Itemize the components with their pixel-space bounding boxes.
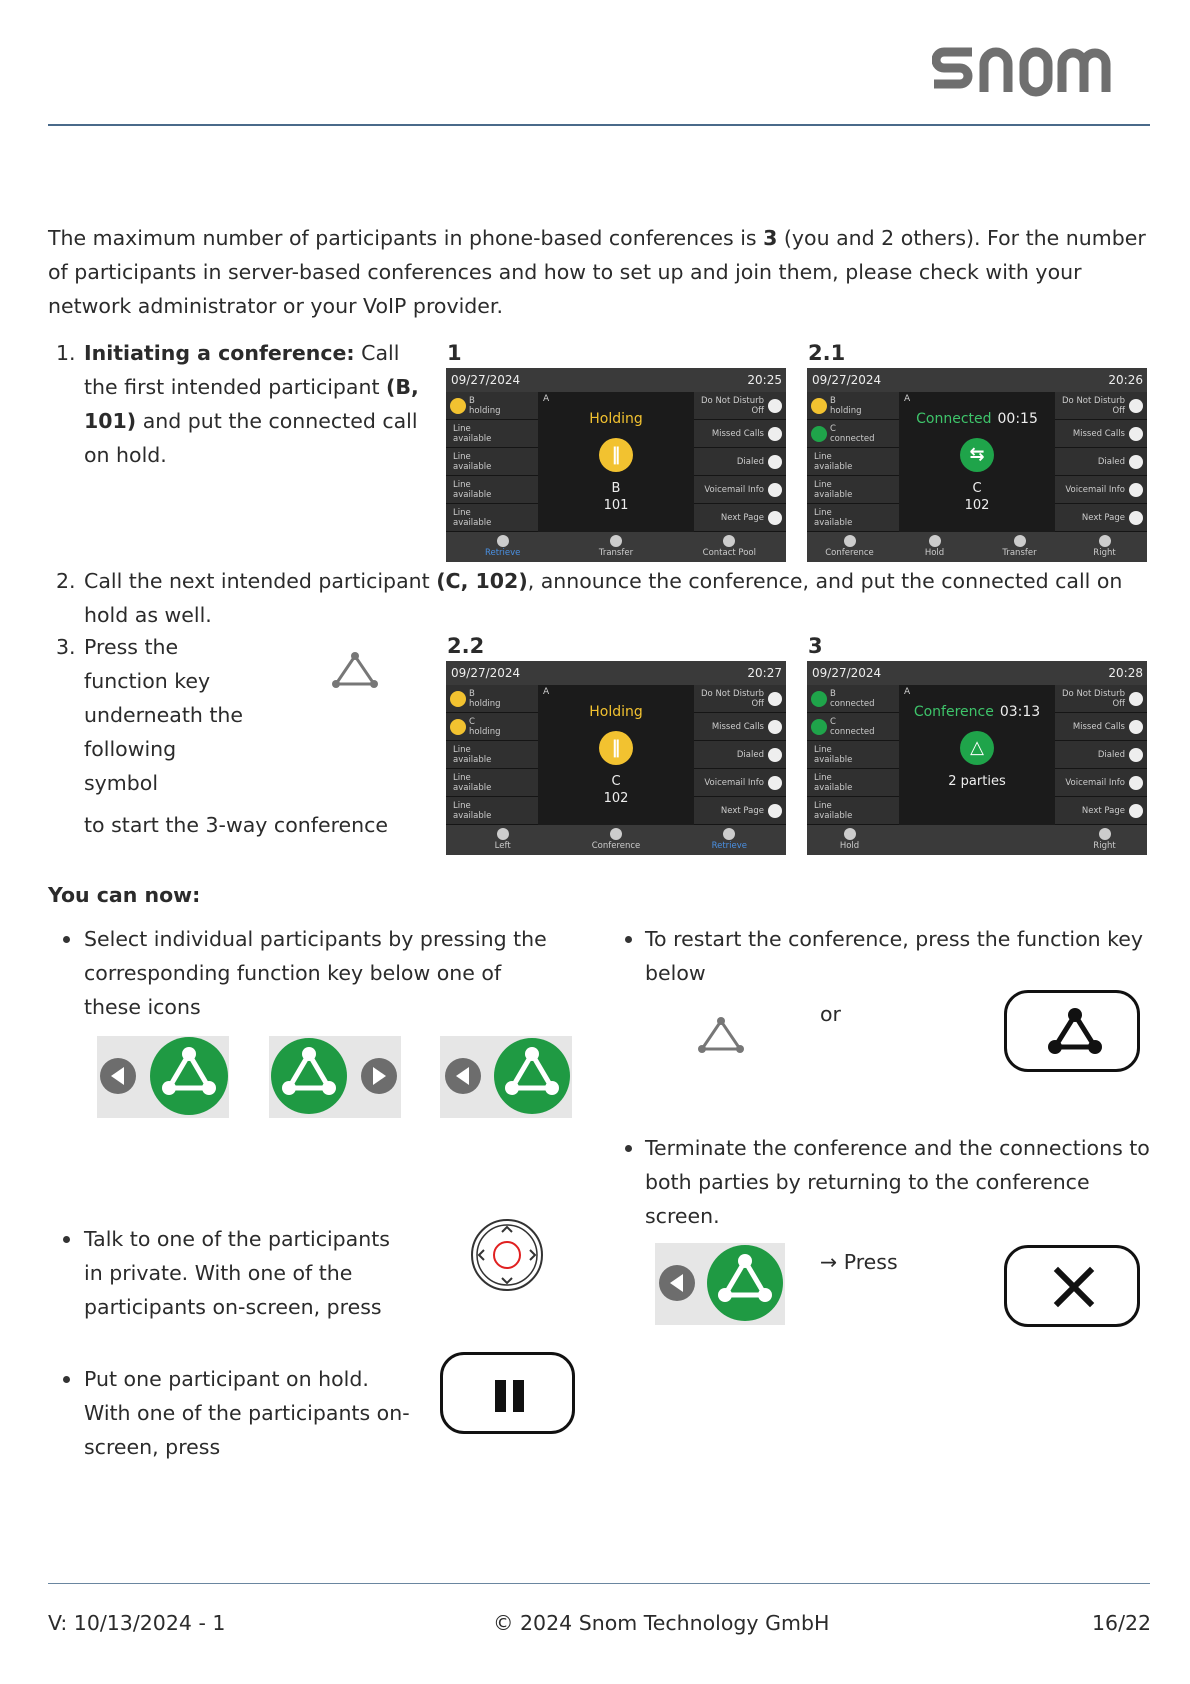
function-key-label: Missed Calls xyxy=(1072,721,1125,732)
softkey xyxy=(446,532,559,562)
line-label xyxy=(469,717,501,737)
function-key-label: Dialed xyxy=(736,749,764,760)
function-key xyxy=(694,797,786,825)
function-key xyxy=(694,685,786,713)
line-name: B xyxy=(469,395,475,406)
function-key-label: Dialed xyxy=(736,456,764,467)
softkey-label: Conference xyxy=(591,841,641,851)
line-label xyxy=(814,452,852,472)
hold-key-icon xyxy=(440,1352,575,1434)
line-key xyxy=(446,797,538,825)
screen-label-2-2: 2.2 xyxy=(447,634,485,658)
press-text: → Press xyxy=(820,1250,898,1274)
softkey-icon xyxy=(929,535,941,547)
line-name: Line xyxy=(814,744,832,755)
function-key-label: Do Not Disturb Off xyxy=(701,395,764,416)
call-state-icon xyxy=(450,719,466,735)
function-keys xyxy=(1055,685,1147,825)
line-name: Line xyxy=(453,423,471,434)
line-state: available xyxy=(814,782,853,793)
hold-icon: ‖ xyxy=(599,731,633,765)
softkey-icon xyxy=(610,828,622,840)
screen-date: 09/27/2024 xyxy=(451,373,521,387)
line-state: available xyxy=(814,754,853,765)
call-panel xyxy=(899,685,1055,825)
line-label xyxy=(814,480,852,500)
line-key xyxy=(807,713,899,741)
step-1-text: Initiating a conference: Call the first intended participant (B, 101) and put the connected call on hold. xyxy=(84,341,419,467)
softkey-label: Contact Pool xyxy=(702,548,756,558)
line-label xyxy=(814,801,852,821)
line-state: holding xyxy=(469,698,501,709)
call-party: 2 parties xyxy=(948,774,1006,789)
line-state: available xyxy=(453,517,492,528)
select-right-icon xyxy=(269,1036,401,1118)
line-key xyxy=(807,448,899,476)
softkey xyxy=(446,825,559,855)
status-bar xyxy=(807,661,1147,685)
conference-triangle-icon xyxy=(330,650,380,690)
call-owner-label: A xyxy=(904,394,911,404)
line-key xyxy=(807,769,899,797)
function-key-icon xyxy=(1129,399,1143,413)
function-key-icon xyxy=(1129,427,1143,441)
function-key xyxy=(1055,504,1147,532)
function-key-label: Dialed xyxy=(1097,456,1125,467)
softkey xyxy=(1062,825,1147,855)
function-key-label: Next Page xyxy=(720,805,764,816)
function-key xyxy=(1055,420,1147,448)
function-key xyxy=(1055,797,1147,825)
softkey-icon xyxy=(1014,535,1026,547)
header-rule xyxy=(48,124,1150,126)
or-text: or xyxy=(820,1002,841,1026)
softkey xyxy=(559,532,672,562)
function-key-label: Do Not Disturb Off xyxy=(1062,395,1125,416)
softkey-icon xyxy=(723,828,735,840)
line-label xyxy=(830,424,875,444)
call-number: 102 xyxy=(603,791,629,806)
call-state-icon xyxy=(811,426,827,442)
call-owner-label: A xyxy=(904,687,911,697)
call-party: B xyxy=(611,481,621,496)
function-key-icon xyxy=(768,427,782,441)
function-key-icon xyxy=(768,748,782,762)
function-key-label: Voicemail Info xyxy=(704,484,764,495)
conference-triangle-icon xyxy=(696,1015,746,1055)
line-state: available xyxy=(453,810,492,821)
function-key xyxy=(694,476,786,504)
bullet xyxy=(622,1131,634,1143)
call-timer: 00:15 xyxy=(997,411,1038,427)
call-panel xyxy=(899,392,1055,532)
phone-screen-2-1 xyxy=(807,368,1147,562)
screen-date: 09/27/2024 xyxy=(812,666,882,680)
function-key-icon xyxy=(768,399,782,413)
line-label xyxy=(453,801,491,821)
line-label xyxy=(453,452,491,472)
call-status-label: Holding xyxy=(589,704,643,720)
screen-time: 20:26 xyxy=(1108,373,1143,387)
end-call-key-icon xyxy=(1004,1245,1140,1327)
line-state: available xyxy=(814,489,853,500)
step-2-number: 2. xyxy=(56,569,76,593)
function-key-label: Dialed xyxy=(1097,749,1125,760)
softkey-label: Right xyxy=(1093,841,1116,851)
softkey xyxy=(1062,532,1147,562)
line-key xyxy=(807,392,899,420)
function-key xyxy=(694,741,786,769)
line-label xyxy=(469,689,501,709)
function-key-icon xyxy=(1129,511,1143,525)
conference-select-icon xyxy=(655,1243,785,1325)
line-name: C xyxy=(469,716,475,727)
function-key-label: Voicemail Info xyxy=(1065,484,1125,495)
step-2-text: Call the next intended participant (C, 102), announce the conference, and put the connected call on hold as well. xyxy=(84,569,1123,627)
line-keys xyxy=(446,392,538,532)
function-key xyxy=(1055,741,1147,769)
line-name: Line xyxy=(453,744,471,755)
call-state-icon xyxy=(811,691,827,707)
line-label xyxy=(814,773,852,793)
call-status-label: Conference xyxy=(913,704,994,720)
snom-logo xyxy=(932,42,1150,102)
softkey-label: Conference xyxy=(825,548,874,558)
line-keys xyxy=(446,685,538,825)
phone-screen-3 xyxy=(807,661,1147,855)
call-status-label: Connected xyxy=(916,411,992,427)
line-name: Line xyxy=(814,772,832,783)
softkey-icon xyxy=(497,828,509,840)
line-name: Line xyxy=(453,507,471,518)
bullet-private-text: Talk to one of the participants in private. With one of the participants on-screen, press xyxy=(84,1227,390,1319)
bullet xyxy=(60,1222,72,1234)
call-state-icon xyxy=(811,398,827,414)
line-state: available xyxy=(453,754,492,765)
call-state-icon xyxy=(811,719,827,735)
function-keys xyxy=(1055,392,1147,532)
line-key xyxy=(446,476,538,504)
select-left-icon-2 xyxy=(440,1036,572,1118)
line-label xyxy=(814,745,852,765)
line-state: connected xyxy=(830,433,875,444)
function-key xyxy=(1055,448,1147,476)
phone-screen-1 xyxy=(446,368,786,562)
line-keys xyxy=(807,392,899,532)
line-key xyxy=(807,476,899,504)
function-key-label: Do Not Disturb Off xyxy=(1062,688,1125,709)
line-name: B xyxy=(469,688,475,699)
softkey-icon xyxy=(844,535,856,547)
bullet-restart-text: To restart the conference, press the function key below xyxy=(645,927,1144,985)
call-status xyxy=(899,703,1055,721)
bullet xyxy=(60,922,72,934)
line-state: holding xyxy=(469,405,501,416)
call-state-icon xyxy=(450,398,466,414)
function-key xyxy=(1055,713,1147,741)
step-3-text-b: to start the 3-way conference xyxy=(84,813,389,837)
line-label xyxy=(453,773,491,793)
status-bar xyxy=(807,368,1147,392)
function-key-icon xyxy=(1129,483,1143,497)
line-state: available xyxy=(814,810,853,821)
line-state: available xyxy=(453,782,492,793)
line-key xyxy=(807,797,899,825)
function-key-icon xyxy=(1129,804,1143,818)
call-timer: 03:13 xyxy=(999,704,1041,720)
you-can-now-heading: You can now: xyxy=(48,883,201,907)
function-key-icon xyxy=(768,692,782,706)
status-bar xyxy=(446,661,786,685)
softkey-bar xyxy=(446,825,786,855)
function-key-icon xyxy=(1129,455,1143,469)
function-key-icon xyxy=(768,455,782,469)
line-name: Line xyxy=(453,451,471,462)
softkey xyxy=(559,825,672,855)
softkey-label: Retrieve xyxy=(484,548,521,558)
function-key-icon xyxy=(1129,720,1143,734)
line-state: connected xyxy=(830,698,875,709)
line-label xyxy=(830,689,875,709)
hold-icon: ‖ xyxy=(599,438,633,472)
phone-screen-2-2 xyxy=(446,661,786,855)
bullet-hold-text: Put one participant on hold. With one of the participants on-screen, press xyxy=(84,1367,410,1459)
line-label xyxy=(469,396,501,416)
footer-page-number: 16/22 xyxy=(1092,1611,1152,1635)
function-key-icon xyxy=(768,511,782,525)
line-state: available xyxy=(814,461,853,472)
line-name: B xyxy=(830,395,836,406)
line-state: holding xyxy=(830,405,862,416)
select-left-icon xyxy=(97,1036,229,1118)
line-name: C xyxy=(830,423,836,434)
function-key xyxy=(1055,769,1147,797)
function-key-icon xyxy=(1129,776,1143,790)
line-name: B xyxy=(830,688,836,699)
function-keys xyxy=(694,392,786,532)
function-key-icon xyxy=(1129,748,1143,762)
function-key-label: Missed Calls xyxy=(711,721,764,732)
line-state: available xyxy=(453,433,492,444)
footer-version: V: 10/13/2024 - 1 xyxy=(48,1611,226,1635)
function-key-label: Voicemail Info xyxy=(704,777,764,788)
step-3-text: Press the function key underneath the following symbol xyxy=(84,635,244,795)
softkey-icon xyxy=(844,828,856,840)
function-key-icon xyxy=(768,776,782,790)
line-name: Line xyxy=(814,451,832,462)
softkey-label: Transfer xyxy=(598,548,634,558)
navigation-key-icon xyxy=(470,1218,544,1292)
softkey xyxy=(892,825,977,855)
step-3-number: 3. xyxy=(56,635,76,659)
bullet-terminate-text: Terminate the conference and the connections to both parties by returning to the conference screen. xyxy=(645,1136,1150,1228)
call-owner-label: A xyxy=(543,687,550,697)
line-label xyxy=(453,480,491,500)
screen-label-1: 1 xyxy=(447,341,462,365)
softkey xyxy=(673,825,786,855)
softkey-label: Right xyxy=(1093,548,1116,558)
line-state: available xyxy=(453,461,492,472)
line-label xyxy=(453,508,491,528)
softkey xyxy=(807,532,892,562)
softkey-label: Hold xyxy=(924,548,945,558)
softkey-icon xyxy=(1099,535,1111,547)
line-key xyxy=(446,448,538,476)
function-key xyxy=(1055,392,1147,420)
function-key-icon xyxy=(1129,692,1143,706)
call-status xyxy=(538,410,694,428)
line-key xyxy=(446,741,538,769)
call-number: 102 xyxy=(964,498,990,513)
softkey-label: Hold xyxy=(839,841,860,851)
softkey xyxy=(807,825,892,855)
line-key xyxy=(807,741,899,769)
softkey-bar xyxy=(807,532,1147,562)
function-key xyxy=(694,769,786,797)
function-key-icon xyxy=(768,720,782,734)
line-key xyxy=(807,504,899,532)
screen-time: 20:25 xyxy=(747,373,782,387)
softkey xyxy=(977,532,1062,562)
function-key xyxy=(1055,685,1147,713)
softkey-label: Retrieve xyxy=(711,841,748,851)
screen-time: 20:28 xyxy=(1108,666,1143,680)
call-status-label: Holding xyxy=(589,411,643,427)
line-label xyxy=(453,424,491,444)
function-keys xyxy=(694,685,786,825)
line-key xyxy=(446,392,538,420)
line-key xyxy=(807,685,899,713)
function-key xyxy=(694,448,786,476)
line-key xyxy=(807,420,899,448)
line-state: available xyxy=(814,517,853,528)
function-key-icon xyxy=(768,804,782,818)
call-state-icon xyxy=(450,691,466,707)
softkey xyxy=(977,825,1062,855)
function-key-label: Missed Calls xyxy=(1072,428,1125,439)
function-key-label: Next Page xyxy=(720,512,764,523)
bullet xyxy=(60,1362,72,1374)
softkey-icon xyxy=(1099,828,1111,840)
softkey-icon xyxy=(723,535,735,547)
line-key xyxy=(446,685,538,713)
footer-copyright: © 2024 Snom Technology GmbH xyxy=(493,1611,830,1635)
line-key xyxy=(446,713,538,741)
bullet-select-text: Select individual participants by pressing the corresponding function key below one of these icons xyxy=(84,927,547,1019)
connected-icon: ⇆ xyxy=(960,438,994,472)
line-label xyxy=(830,717,875,737)
function-key-icon xyxy=(768,483,782,497)
intro-paragraph: The maximum number of participants in phone-based conferences is 3 (you and 2 others). For the number of participants in server-based conferences and how to set up and join them, please check with your network administrator or your VoIP provider. xyxy=(48,226,1146,318)
function-key xyxy=(1055,476,1147,504)
function-key-label: Do Not Disturb Off xyxy=(701,688,764,709)
screen-date: 09/27/2024 xyxy=(451,666,521,680)
footer-rule xyxy=(48,1583,1150,1584)
line-label xyxy=(453,745,491,765)
line-name: Line xyxy=(814,507,832,518)
softkey xyxy=(892,532,977,562)
call-status xyxy=(538,703,694,721)
softkey-icon xyxy=(610,535,622,547)
function-key-label: Next Page xyxy=(1081,512,1125,523)
conference-key-icon xyxy=(1004,990,1140,1072)
softkey-bar xyxy=(807,825,1147,855)
call-party: C xyxy=(611,774,621,789)
connected-icon: △ xyxy=(960,731,994,765)
status-bar xyxy=(446,368,786,392)
line-label xyxy=(830,396,862,416)
line-key xyxy=(446,420,538,448)
softkey-bar xyxy=(446,532,786,562)
line-name: Line xyxy=(453,479,471,490)
function-key xyxy=(694,713,786,741)
softkey-icon xyxy=(497,535,509,547)
line-name: Line xyxy=(453,772,471,783)
function-key xyxy=(694,504,786,532)
call-panel xyxy=(538,685,694,825)
screen-label-3: 3 xyxy=(808,634,823,658)
function-key xyxy=(694,392,786,420)
line-state: holding xyxy=(469,726,501,737)
line-key xyxy=(446,769,538,797)
line-name: Line xyxy=(814,479,832,490)
screen-time: 20:27 xyxy=(747,666,782,680)
call-status xyxy=(899,410,1055,428)
screen-date: 09/27/2024 xyxy=(812,373,882,387)
call-panel xyxy=(538,392,694,532)
line-name: C xyxy=(830,716,836,727)
step-1-number: 1. xyxy=(56,341,76,365)
call-party: C xyxy=(972,481,982,496)
line-name: Line xyxy=(453,800,471,811)
line-name: Line xyxy=(814,800,832,811)
bullet xyxy=(622,922,634,934)
call-owner-label: A xyxy=(543,394,550,404)
line-state: available xyxy=(453,489,492,500)
call-number: 101 xyxy=(603,498,629,513)
line-keys xyxy=(807,685,899,825)
function-key-label: Voicemail Info xyxy=(1065,777,1125,788)
line-state: connected xyxy=(830,726,875,737)
screen-label-2-1: 2.1 xyxy=(808,341,846,365)
function-key-label: Missed Calls xyxy=(711,428,764,439)
softkey-label: Left xyxy=(494,841,511,851)
line-label xyxy=(814,508,852,528)
line-key xyxy=(446,504,538,532)
function-key xyxy=(694,420,786,448)
function-key-label: Next Page xyxy=(1081,805,1125,816)
softkey-label: Transfer xyxy=(1002,548,1037,558)
softkey xyxy=(673,532,786,562)
